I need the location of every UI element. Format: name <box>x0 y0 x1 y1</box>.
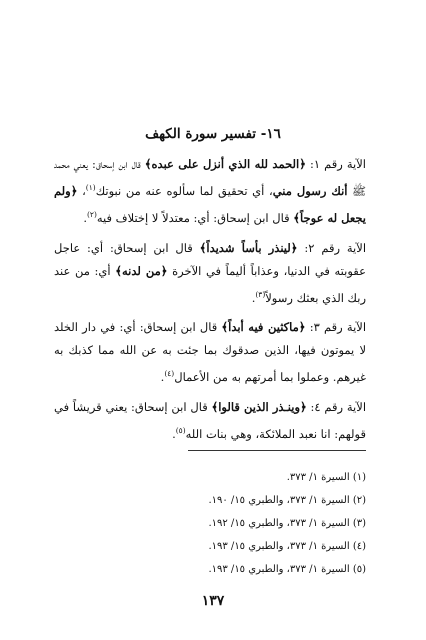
footnote-separator <box>188 450 366 451</box>
quran-quote: ﴿لينذر بأساً شديداً﴾ <box>199 240 298 255</box>
page-number: ١٣٧ <box>201 593 225 609</box>
text-run: . <box>83 210 87 225</box>
footnote-ref: (٥) <box>175 426 186 436</box>
text-run: قال ابن إسحاق: أي: عاجل عقوبته في الدنيا، وعذاباً أليماً في الآخرة <box>54 240 366 278</box>
text-run: قال ابن إسحاق: أي: معتدلاً لا إختلاف فيه <box>96 210 294 225</box>
footnote-ref: (٢) <box>86 209 97 219</box>
footnote-ref: (٣) <box>255 289 266 299</box>
verse-paragraph <box>54 237 366 310</box>
footnote: (٣) السيرة ١/ ٣٧٣، والطبري ١٥/ ١٩٢. <box>208 518 366 529</box>
text-run: قال ابن إسحاق: يعني محمد ﷺ <box>54 157 366 198</box>
text-run: . <box>172 427 176 442</box>
footnote: (٥) السيرة ١/ ٣٧٣، والطبري ١٥/ ١٩٣. <box>208 564 366 575</box>
text-run: الآية رقم ٢: <box>297 240 367 255</box>
verse-paragraph <box>54 316 366 389</box>
text-run: . <box>160 370 165 385</box>
quran-quote: أنك رسول مني <box>272 183 348 198</box>
quran-quote: ﴿الحمد لله الذي أنزل على عبده﴾ <box>144 157 306 171</box>
quran-quote: ﴿وينـذر الذين قالوا﴾ <box>211 400 307 415</box>
footnote-ref: (١) <box>85 183 96 192</box>
text-run: الآية رقم ٣: <box>305 320 367 335</box>
text-run: الآية رقم ٤: <box>306 400 367 415</box>
footnote: (١) السيرة ١/ ٣٧٣. <box>286 472 366 483</box>
text-run: قال ابن إسحاق: أي: في دار الخلد لا يموتون فيها، الذين صدقوك بما جئت به عن الله مما كذبك به غيرهم. وعملوا بما أمرتهم به من الأعمال <box>54 320 366 385</box>
quran-quote: ﴿من لدنه﴾ <box>115 263 168 278</box>
text-run: . <box>251 290 256 305</box>
text-run: ، أي تحقيق لما سألوه عنه من نبوتك <box>95 183 273 198</box>
text-run: أي: من عند ربك الذي بعثك رسولاً <box>54 263 366 305</box>
footnotes <box>54 466 366 581</box>
page-title: ١٦- تفسير سورة الكهف <box>145 126 281 142</box>
text-run: ، <box>77 183 86 198</box>
quran-quote: ﴿ولم يجعل له عوجاً﴾ <box>54 183 366 225</box>
body-text <box>54 153 366 453</box>
verse-paragraph <box>54 153 366 230</box>
text-run: الآية رقم ١: <box>305 157 367 171</box>
verse-paragraph <box>54 396 366 446</box>
footnote: (٢) السيرة ١/ ٣٧٣، والطبري ١٥/ ١٩٠. <box>208 495 366 506</box>
quran-quote: ﴿ماكثين فيه أبداً﴾ <box>221 320 306 335</box>
text-run: قال ابن إسحاق: يعني قريشاً في قولهم: انا نعبد الملائكة، وهي بنات الله <box>54 400 366 442</box>
footnote: (٤) السيرة ١/ ٣٧٣، والطبري ١٥/ ١٩٣. <box>208 541 366 552</box>
footnote-ref: (٤) <box>164 369 175 379</box>
